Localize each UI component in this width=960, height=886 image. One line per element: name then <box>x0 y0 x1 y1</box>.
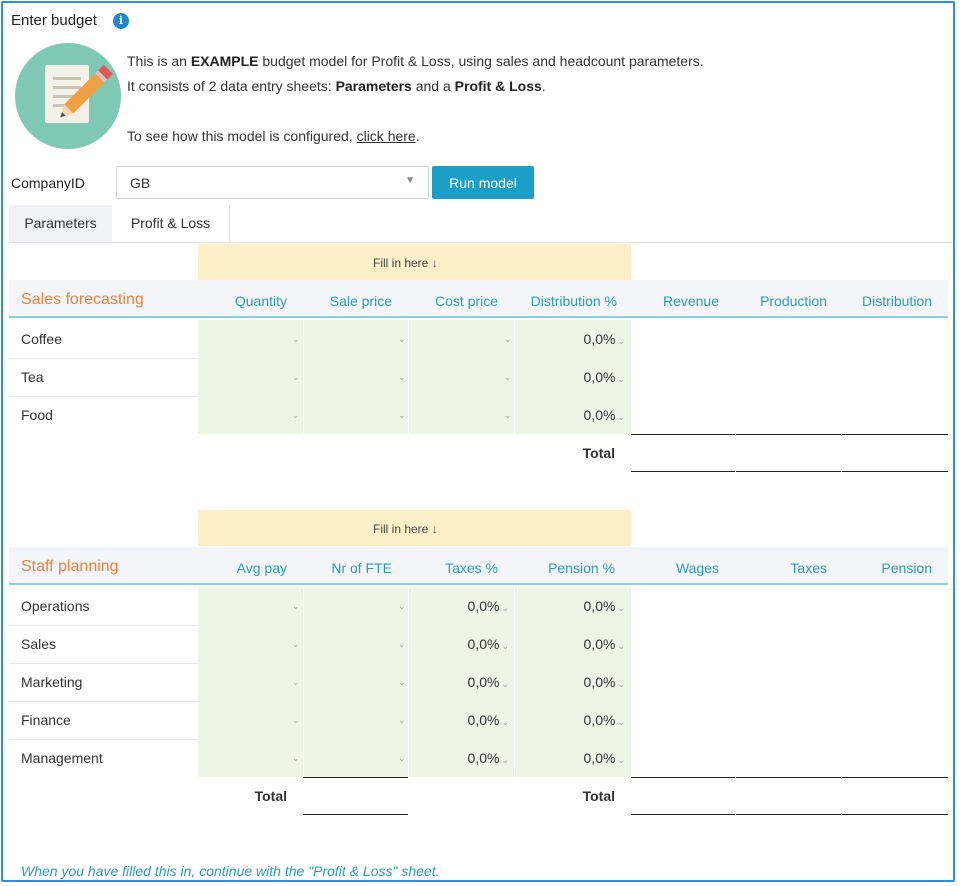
pension-total-line <box>842 777 948 778</box>
taxes-pct-cell[interactable]: 0,0% ⌄ <box>467 712 509 728</box>
production-total-underline <box>736 471 841 472</box>
tab-profit-loss[interactable]: Profit & Loss <box>112 205 230 242</box>
taxes-total-line <box>736 777 841 778</box>
fte-total-underline <box>303 814 408 815</box>
staff-row-label: Management <box>21 750 103 766</box>
budget-panel <box>1 1 955 882</box>
production-total-line <box>736 434 841 435</box>
company-id-value: GB <box>130 175 151 191</box>
staff-fill-in-label: Fill in here ↓ <box>373 522 438 536</box>
sales-section-title: Sales forecasting <box>21 291 144 308</box>
wages-total-line <box>631 777 735 778</box>
avg-pay-dropdown-icon[interactable]: ⌄ <box>292 715 300 725</box>
staff-row-label: Finance <box>21 712 71 728</box>
distribution-pct-cell[interactable]: 0,0% ⌄ <box>583 331 625 347</box>
sales-row-label: Food <box>21 407 53 423</box>
run-model-button[interactable]: Run model <box>432 166 534 199</box>
page-title: Enter budget <box>11 12 97 29</box>
pension-pct-cell[interactable]: 0,0% ⌄ <box>583 750 625 766</box>
sheet-tabs <box>9 205 953 243</box>
pension-total-underline <box>842 814 948 815</box>
avg-pay-dropdown-icon[interactable]: ⌄ <box>292 677 300 687</box>
col-distribution: Distribution <box>861 293 932 309</box>
sales-row-label: Coffee <box>21 331 62 347</box>
distribution-total-underline <box>842 471 948 472</box>
col-pension: Pension <box>881 560 932 576</box>
fte-total-line <box>303 777 408 778</box>
staff-row-label: Marketing <box>21 674 83 690</box>
pension-pct-cell[interactable]: 0,0% ⌄ <box>583 598 625 614</box>
col-sale-price: Sale price <box>329 293 392 309</box>
fte-dropdown-icon[interactable]: ⌄ <box>398 639 406 649</box>
staff-input-area <box>198 587 631 777</box>
col-wages: Wages <box>675 560 719 576</box>
taxes-total-underline <box>736 814 841 815</box>
company-id-label: CompanyID <box>11 175 85 191</box>
cost-price-dropdown-icon[interactable]: ⌄ <box>504 410 512 420</box>
col-production: Production <box>760 293 827 309</box>
col-pension-pct: Pension % <box>548 560 615 576</box>
fte-dropdown-icon[interactable]: ⌄ <box>398 715 406 725</box>
intro-text <box>127 49 704 149</box>
sales-total-label: Total <box>582 445 615 461</box>
col-cost-price: Cost price <box>434 293 498 309</box>
staff-total-label-left: Total <box>254 788 287 804</box>
staff-section-title: Staff planning <box>21 558 119 575</box>
title-row <box>11 12 129 29</box>
sales-fill-in-label: Fill in here ↓ <box>373 256 438 270</box>
intro-line-2: It consists of 2 data entry sheets: Parameters and a Profit & Loss. <box>127 78 546 94</box>
pension-pct-cell[interactable]: 0,0% ⌄ <box>583 636 625 652</box>
sale-price-dropdown-icon[interactable]: ⌄ <box>398 410 406 420</box>
intro-line-3: To see how this model is configured, click here. <box>127 128 420 144</box>
distribution-pct-cell[interactable]: 0,0% ⌄ <box>583 369 625 385</box>
pension-pct-cell[interactable]: 0,0% ⌄ <box>583 712 625 728</box>
col-nr-of-fte: Nr of FTE <box>331 560 392 576</box>
col-revenue: Revenue <box>662 293 719 309</box>
fte-dropdown-icon[interactable]: ⌄ <box>398 601 406 611</box>
distribution-total-line <box>842 434 948 435</box>
quantity-dropdown-icon[interactable]: ⌄ <box>292 334 300 344</box>
info-icon[interactable]: i <box>113 13 129 29</box>
footer-hint: When you have filled this in, continue with the "Profit & Loss" sheet. <box>21 863 440 879</box>
sales-row-label: Tea <box>21 369 44 385</box>
quantity-dropdown-icon[interactable]: ⌄ <box>292 372 300 382</box>
cost-price-dropdown-icon[interactable]: ⌄ <box>504 372 512 382</box>
taxes-pct-cell[interactable]: 0,0% ⌄ <box>467 598 509 614</box>
col-avg-pay: Avg pay <box>236 560 287 576</box>
staff-row-label: Sales <box>21 636 57 652</box>
sale-price-dropdown-icon[interactable]: ⌄ <box>398 372 406 382</box>
tab-parameters[interactable]: Parameters <box>9 205 112 242</box>
pension-pct-cell[interactable]: 0,0% ⌄ <box>583 674 625 690</box>
distribution-pct-cell[interactable]: 0,0% ⌄ <box>583 407 625 423</box>
intro-line-1: This is an EXAMPLE budget model for Profit & Loss, using sales and headcount parameters. <box>127 53 704 69</box>
company-id-select[interactable] <box>116 166 429 199</box>
click-here-link[interactable]: click here <box>356 128 416 144</box>
fte-dropdown-icon[interactable]: ⌄ <box>398 677 406 687</box>
wages-total-underline <box>631 814 735 815</box>
col-taxes: Taxes <box>790 560 827 576</box>
taxes-pct-cell[interactable]: 0,0% ⌄ <box>467 750 509 766</box>
avg-pay-dropdown-icon[interactable]: ⌄ <box>292 639 300 649</box>
revenue-total-line <box>631 434 735 435</box>
cost-price-dropdown-icon[interactable]: ⌄ <box>504 334 512 344</box>
dropdown-caret-icon: ▼ <box>405 175 415 186</box>
col-taxes-pct: Taxes % <box>445 560 498 576</box>
quantity-dropdown-icon[interactable]: ⌄ <box>292 410 300 420</box>
avg-pay-dropdown-icon[interactable]: ⌄ <box>292 601 300 611</box>
avg-pay-dropdown-icon[interactable]: ⌄ <box>292 753 300 763</box>
col-distribution-pct: Distribution % <box>530 293 617 309</box>
taxes-pct-cell[interactable]: 0,0% ⌄ <box>467 636 509 652</box>
taxes-pct-cell[interactable]: 0,0% ⌄ <box>467 674 509 690</box>
fte-dropdown-icon[interactable]: ⌄ <box>398 753 406 763</box>
col-quantity: Quantity <box>234 293 287 309</box>
notepad-pencil-icon <box>15 43 122 150</box>
revenue-total-underline <box>631 471 735 472</box>
staff-row-label: Operations <box>21 598 90 614</box>
sales-input-area <box>198 320 631 434</box>
staff-total-label-right: Total <box>582 788 615 804</box>
sale-price-dropdown-icon[interactable]: ⌄ <box>398 334 406 344</box>
